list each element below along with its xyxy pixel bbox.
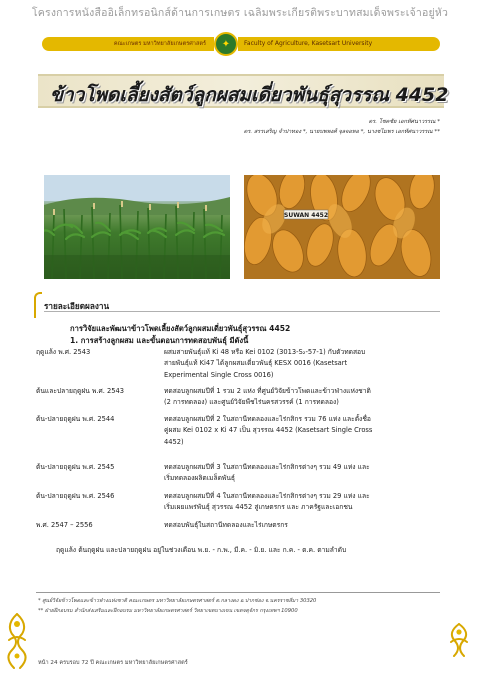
faculty-name-english: Faculty of Agriculture, Kasetsart University xyxy=(238,37,440,51)
timeline-line: เริ่มเผยแพร่พันธุ์ สุวรรณ 4452 สู่เกษตรกร และ ภาครัฐและเอกชน xyxy=(164,503,353,512)
timeline-period: ต้นและปลายฤดูฝน พ.ศ. 2543 xyxy=(36,387,124,395)
timeline-description xyxy=(164,414,444,448)
timeline-period: ต้น-ปลายฤดูฝน พ.ศ. 2546 xyxy=(36,492,115,500)
title-band xyxy=(38,74,449,108)
timeline-line: (2 การทดลอง) และศูนย์วิจัยพืชไร่นครสวรรค์ (1 การทดลอง) xyxy=(164,398,339,407)
timeline-line: คู่ผสม Kei 0102 x Ki 47 เป็น สุวรรณ 4452 (Kasetsart Single Cross xyxy=(164,426,373,435)
timeline-description xyxy=(164,462,444,485)
corn-cobs-photo xyxy=(244,175,440,279)
timeline-period: ต้น-ปลายฤดูฝน พ.ศ. 2544 xyxy=(36,415,115,423)
timeline-line: ทดสอบลูกผสมปีที่ 2 ในสถานีทดลองและไร่กสิกร รวม 76 แห่ง และตั้งชื่อ xyxy=(164,415,371,423)
timeline-description xyxy=(164,386,444,409)
timeline-description xyxy=(164,520,444,531)
timeline-row xyxy=(36,462,444,485)
numbered-heading: 1. การสร้างลูกผสม และขั้นตอนการทดสอบพันธุ์ มีดังนี้ xyxy=(70,336,249,345)
timeline-line: ผสมสายพันธุ์แท้ Ki 48 หรือ Kei 0102 (3013-S₂-57-1) กับตัวทดสอบ xyxy=(164,348,366,356)
thai-ornament-left-icon xyxy=(0,610,34,672)
timeline-line: เริ่มทดลองผลิตเมล็ดพันธุ์ xyxy=(164,474,235,483)
section-divider xyxy=(44,311,440,312)
season-summary: ฤดูแล้ง ต้นฤดูฝน และปลายฤดูฝน อยู่ในช่วงเดือน พ.ย. - ก.พ., มี.ค. - มิ.ย. และ ก.ค. - ต.ค. ตามลำดับ xyxy=(56,546,347,554)
author-line-1: ดร. โชคชัย เอกทัศนาวรรณ * xyxy=(368,119,440,125)
timeline-line: สายพันธุ์แท้ Ki47 ได้ลูกผสมเดี่ยวพันธุ์ KESX 0016 (Kasetsart xyxy=(164,359,348,368)
timeline-period: ต้น-ปลายฤดูฝน พ.ศ. 2545 xyxy=(36,463,115,471)
corn-field-photo xyxy=(44,175,230,279)
timeline-row xyxy=(36,386,444,409)
timeline-line: ทดสอบลูกผสมปีที่ 1 รวม 2 แห่ง ที่ศูนย์วิจัยข้าวโพดและข้าวฟ่างแห่งชาติ xyxy=(164,387,371,395)
timeline-line: ทดสอบลูกผสมปีที่ 4 ในสถานีทดลองและไร่กสิกรต่างๆ รวม 29 แห่ง และ xyxy=(164,492,370,500)
timeline-row xyxy=(36,520,444,531)
series-banner: โครงการหนังสืออิเล็กทรอนิกส์ด้านการเกษตร เฉลิมพระเกียรติพระบาทสมเด็จพระเจ้าอยู่หัว xyxy=(31,7,449,19)
footnote: ** ฝ่ายฝึกอบรม สำนักส่งเสริมและฝึกอบรม มหาวิทยาลัยเกษตรศาสตร์ วิทยาเขตบางเขน เขตจตุจักร กรุงเทพฯ 10900 xyxy=(38,608,298,614)
seed-tag-label: SUWAN 4452 xyxy=(284,212,328,219)
footnote-divider xyxy=(36,592,440,593)
section-ornament xyxy=(34,292,42,318)
thai-ornament-right-icon xyxy=(442,620,476,664)
timeline-row xyxy=(36,491,444,514)
page-footer: หน้า 24 ครบรอบ 72 ปี คณะเกษตร มหาวิทยาลัยเกษตรศาสตร์ xyxy=(38,660,188,666)
faculty-name-thai: คณะเกษตร มหาวิทยาลัยเกษตรศาสตร์ xyxy=(42,37,214,51)
timeline-line: 4452) xyxy=(164,437,184,446)
research-subtitle: การวิจัยและพัฒนาข้าวโพดเลี้ยงสัตว์ลูกผสมเดี่ยวพันธุ์สุวรรณ 4452 xyxy=(70,324,291,333)
timeline-line: Experimental Single Cross 0016) xyxy=(164,370,274,379)
timeline-period: ฤดูแล้ง พ.ศ. 2543 xyxy=(36,348,91,356)
section-heading: รายละเอียดผลงาน xyxy=(44,301,110,311)
timeline-line: ทดสอบลูกผสมปีที่ 3 ในสถานีทดลองและไร่กสิกรต่างๆ รวม 49 แห่ง และ xyxy=(164,463,370,471)
timeline-period: พ.ศ. 2547 – 2556 xyxy=(36,521,93,529)
corn-field-illustration xyxy=(44,175,230,279)
timeline-description xyxy=(164,491,444,514)
timeline-line: ทดสอบพันธุ์ในสถานีทดลองและไร่เกษตรกร xyxy=(164,521,288,529)
faculty-logo-bar xyxy=(42,33,440,55)
footnote: * ศูนย์วิจัยข้าวโพดและข้าวฟ่างแห่งชาติ คณะเกษตร มหาวิทยาลัยเกษตรศาสตร์ ต.กลางดง อ.ปากช่อง จ.นครราชสีมา 30320 xyxy=(38,598,317,604)
timeline-row xyxy=(36,347,444,381)
author-line-2: ดร. สรรเสริญ จำปาทอง *, นายบพพงศ์ จุลจอหอ *, นางชไมพร เอกทัศนาวรรณ ** xyxy=(243,129,440,135)
page-title: ข้าวโพดเลี้ยงสัตว์ลูกผสมเดี่ยวพันธุ์สุวรรณ 4452 xyxy=(50,84,449,106)
university-seal-icon: ✦ xyxy=(214,32,238,56)
corn-cobs-illustration xyxy=(244,175,440,279)
timeline-row xyxy=(36,414,444,448)
timeline-description xyxy=(164,347,444,381)
